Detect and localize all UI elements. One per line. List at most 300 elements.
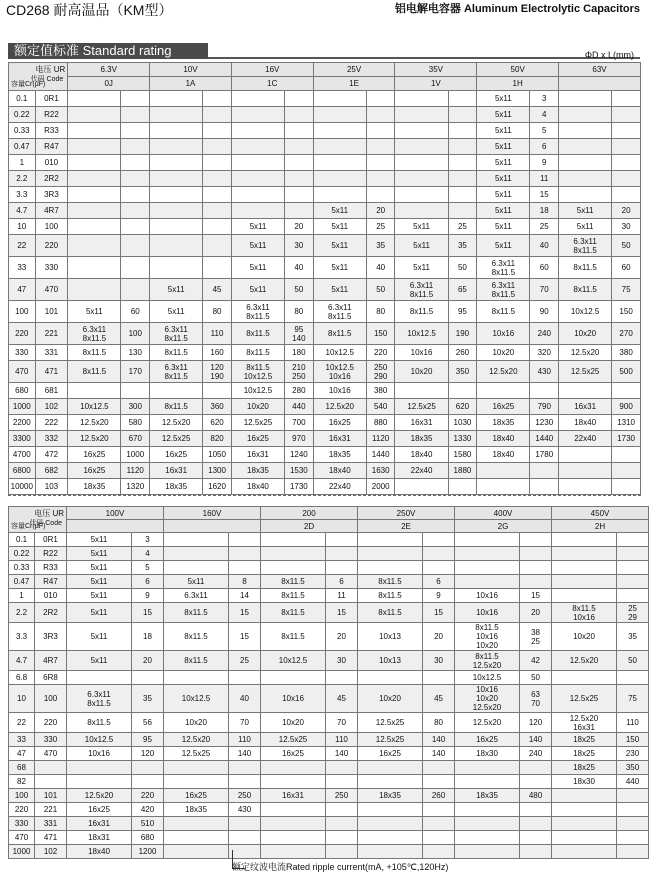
ripple-current-cell: 1030 [448,415,477,431]
ripple-current-cell: 220 [366,345,395,361]
voltage-header: 25V [313,63,395,77]
case-size-cell: 8x11.5 [231,345,284,361]
ripple-current-cell [229,831,261,845]
case-size-cell [68,107,121,123]
table-row [9,123,641,139]
case-size-cell [68,279,121,301]
capacitance-cell: 470 [9,831,35,845]
table-row [9,533,649,547]
ripple-current-cell: 50 [448,257,477,279]
ripple-current-cell: 820 [203,431,232,447]
capacitance-cell: 6800 [9,463,36,479]
ripple-current-cell: 270 [612,323,641,345]
case-size-cell [358,561,423,575]
case-size-cell [67,761,132,775]
case-size-cell: 18x40 [395,447,448,463]
case-size-cell [455,775,520,789]
ripple-current-cell: 40 [285,257,314,279]
capacitance-cell: 1000 [9,399,36,415]
table-row [9,383,641,399]
capacitance-cell: 10 [9,685,35,713]
code-cell: 102 [35,845,67,859]
ripple-current-cell: 240 [520,747,552,761]
table-row [9,733,649,747]
case-size-cell [477,463,530,479]
case-size-cell: 12.5x20 [559,345,612,361]
ripple-current-cell: 130 [121,345,150,361]
voltage-code-header: 2H [552,520,649,533]
dimension-label: ΦD x L(mm) [584,50,634,60]
code-cell: 010 [35,155,68,171]
code-cell: 3R3 [35,623,67,651]
table-row [9,789,649,803]
case-size-cell: 16x25 [150,447,203,463]
corner-capacitance-label: 容量Cr(μF) [11,523,46,530]
case-size-cell: 12.5x25 [559,361,612,383]
case-size-cell [67,671,132,685]
ripple-current-cell: 15 [326,603,358,623]
case-size-cell [261,775,326,789]
case-size-cell: 8x11.5 10x16 10x20 [455,623,520,651]
code-cell: 331 [35,345,68,361]
ripple-current-cell: 700 [285,415,314,431]
ripple-current-cell: 420 [132,803,164,817]
ripple-current-cell: 1120 [366,431,395,447]
ripple-current-cell: 2000 [366,479,395,495]
case-size-cell [150,139,203,155]
case-size-cell [358,533,423,547]
case-size-cell: 5x11 [150,279,203,301]
case-size-cell [231,203,284,219]
ripple-current-cell: 880 [366,415,395,431]
case-size-cell: 5x11 [477,91,530,107]
case-size-cell: 16x31 [313,431,366,447]
capacitance-cell: 33 [9,733,35,747]
ripple-current-cell: 790 [530,399,559,415]
ripple-current-cell [326,561,358,575]
ripple-current-cell: 65 [448,279,477,301]
case-size-cell: 5x11 [67,651,132,671]
ripple-current-cell [229,761,261,775]
case-size-cell [455,761,520,775]
ripple-current-cell: 350 [448,361,477,383]
ripple-current-cell: 1440 [530,431,559,447]
case-size-cell: 10x16 [313,383,366,399]
case-size-cell: 22x40 [559,431,612,447]
case-size-cell: 10x16 [67,747,132,761]
case-size-cell: 18x35 [395,431,448,447]
case-size-cell: 5x11 [313,257,366,279]
case-size-cell [164,533,229,547]
case-size-cell: 10x16 [477,323,530,345]
case-size-cell: 8x11.5 [231,323,284,345]
capacitance-cell: 47 [9,279,36,301]
case-size-cell [395,123,448,139]
ripple-current-cell: 4 [132,547,164,561]
ripple-current-cell [448,91,477,107]
case-size-cell [164,547,229,561]
case-size-cell: 12.5x20 [150,415,203,431]
case-size-cell: 10x12.5 [68,399,121,415]
ripple-current-cell: 110 [229,733,261,747]
case-size-cell [231,91,284,107]
ripple-current-cell: 15 [229,603,261,623]
ripple-current-cell: 230 [617,747,649,761]
ripple-current-cell [326,817,358,831]
ripple-current-cell [448,479,477,495]
ripple-current-cell: 75 [612,279,641,301]
ripple-current-cell [612,463,641,479]
table-row [9,219,641,235]
capacitance-cell: 100 [9,789,35,803]
ripple-current-cell [229,775,261,789]
ripple-current-cell: 15 [423,603,455,623]
case-size-cell [358,845,423,859]
case-size-cell: 8x11.5 12.5x20 [455,651,520,671]
ripple-current-cell: 6 [132,575,164,589]
case-size-cell: 12.5x25 [552,685,617,713]
rating-table-high-voltage [8,506,649,859]
table-row [9,235,641,257]
table-row [9,623,649,651]
case-size-cell [261,817,326,831]
ripple-current-cell: 50 [366,279,395,301]
case-size-cell: 10x12.5 [261,651,326,671]
ripple-current-cell: 5 [132,561,164,575]
ripple-current-cell: 540 [366,399,395,415]
case-size-cell: 8x11.5 [313,323,366,345]
ripple-current-cell [229,817,261,831]
ripple-current-cell: 250 290 [366,361,395,383]
case-size-cell: 5x11 [313,235,366,257]
ripple-current-cell [366,107,395,123]
ripple-current-cell: 100 [121,323,150,345]
voltage-header: 63V [559,63,641,77]
ripple-current-cell: 80 [423,713,455,733]
case-size-cell: 22x40 [313,479,366,495]
ripple-current-cell: 40 [366,257,395,279]
ripple-current-cell: 120 190 [203,361,232,383]
voltage-code-header [164,520,261,533]
ripple-current-cell [448,383,477,399]
case-size-cell: 6.3x11 8x11.5 [313,301,366,323]
case-size-cell: 8x11.5 [261,623,326,651]
ripple-current-cell [423,831,455,845]
case-size-cell: 6.3x11 8x11.5 [477,279,530,301]
ripple-current-cell [617,789,649,803]
table-row [9,203,641,219]
table-row [9,575,649,589]
case-size-cell: 10x13 [358,623,423,651]
capacitance-cell: 4.7 [9,203,36,219]
voltage-code-header: 1H [477,77,559,91]
case-size-cell [261,845,326,859]
code-cell: 470 [35,279,68,301]
code-cell: 220 [35,235,68,257]
table-row [9,187,641,203]
ripple-current-cell: 3 [530,91,559,107]
code-cell: 330 [35,733,67,747]
ripple-current-cell [326,761,358,775]
code-cell: 472 [35,447,68,463]
ripple-current-cell: 45 [326,685,358,713]
case-size-cell [231,155,284,171]
case-size-cell [150,257,203,279]
ripple-current-cell [423,561,455,575]
ripple-current-cell [448,139,477,155]
case-size-cell: 16x25 [313,415,366,431]
ripple-current-cell [121,171,150,187]
ripple-current-cell [530,463,559,479]
capacitance-cell: 330 [9,345,36,361]
ripple-current-cell: 18 [530,203,559,219]
table-row [9,345,641,361]
case-size-cell: 12.5x25 [358,713,423,733]
case-size-cell: 5x11 [67,547,132,561]
case-size-cell: 10x20 [477,345,530,361]
ripple-current-cell: 120 [132,747,164,761]
table-row [9,399,641,415]
ripple-current-cell: 50 [617,651,649,671]
ripple-current-cell: 20 [285,219,314,235]
case-size-cell [455,803,520,817]
ripple-current-cell: 95 [132,733,164,747]
ripple-current-cell: 500 [612,361,641,383]
ripple-current-cell [229,547,261,561]
case-size-cell: 18x40 [231,479,284,495]
ripple-current-cell: 25 [530,219,559,235]
case-size-cell [559,187,612,203]
case-size-cell: 18x40 [313,463,366,479]
ripple-current-cell: 20 [423,623,455,651]
ripple-current-cell: 900 [612,399,641,415]
case-size-cell [559,139,612,155]
ripple-current-cell: 70 [229,713,261,733]
capacitance-cell: 33 [9,257,36,279]
ripple-current-cell: 970 [285,431,314,447]
case-size-cell [68,219,121,235]
ripple-current-cell [530,383,559,399]
table-row [9,561,649,575]
table-row [9,845,649,859]
ripple-current-cell [121,139,150,155]
ripple-current-cell [121,383,150,399]
case-size-cell: 18x40 [477,431,530,447]
case-size-cell: 5x11 [559,219,612,235]
table-row [9,713,649,733]
capacitance-cell: 2200 [9,415,36,431]
case-size-cell [552,561,617,575]
ripple-current-cell [520,575,552,589]
case-size-cell: 8x11.5 [559,257,612,279]
case-size-cell [150,155,203,171]
case-size-cell: 12.5x20 [552,651,617,671]
voltage-header: 35V [395,63,477,77]
case-size-cell: 12.5x25 [164,747,229,761]
code-cell [35,775,67,789]
ripple-current-cell [612,139,641,155]
ripple-current-cell [132,775,164,789]
case-size-cell: 18x40 [559,415,612,431]
voltage-code-header: 1V [395,77,477,91]
code-cell: 103 [35,479,68,495]
ripple-current-cell: 1000 [121,447,150,463]
ripple-current-cell: 260 [448,345,477,361]
case-size-cell [395,479,448,495]
ripple-current-cell: 320 [530,345,559,361]
case-size-cell: 16x25 [358,747,423,761]
ripple-current-cell [229,533,261,547]
case-size-cell: 12.5x20 [68,431,121,447]
case-size-cell: 6.3x11 [164,589,229,603]
ripple-current-cell: 430 [229,803,261,817]
case-size-cell [261,533,326,547]
case-size-cell: 5x11 [313,279,366,301]
ripple-current-cell: 1780 [530,447,559,463]
code-cell: 6R8 [35,671,67,685]
ripple-current-cell [612,383,641,399]
case-size-cell [455,533,520,547]
case-size-cell: 5x11 [67,603,132,623]
ripple-current-cell [612,479,641,495]
case-size-cell: 8x11.5 [68,361,121,383]
case-size-cell: 10x16 [455,589,520,603]
case-size-cell: 16x31 [559,399,612,415]
ripple-current-cell [617,845,649,859]
rating-table-low-voltage [8,62,641,495]
ripple-current-cell: 380 [612,345,641,361]
voltage-header: 400V [455,507,552,520]
case-size-cell: 10x20 [358,685,423,713]
ripple-current-cell: 9 [423,589,455,603]
capacitance-cell: 100 [9,301,36,323]
ripple-current-cell [203,155,232,171]
ripple-current-cell: 50 [612,235,641,257]
case-size-cell [455,831,520,845]
case-size-cell [395,107,448,123]
ripple-current-cell: 280 [285,383,314,399]
case-size-cell [559,447,612,463]
capacitance-cell: 0.1 [9,533,35,547]
case-size-cell: 5x11 [68,301,121,323]
case-size-cell: 16x25 [68,447,121,463]
case-size-cell [552,789,617,803]
footnote: 额定纹波电流Rated ripple current(mA, +105℃,120Hz) [232,862,449,872]
case-size-cell [231,139,284,155]
ripple-current-cell [326,775,358,789]
case-size-cell: 6.3x11 8x11.5 [68,323,121,345]
ripple-current-cell [121,123,150,139]
case-size-cell: 5x11 [477,187,530,203]
case-size-cell: 10x20 [231,399,284,415]
code-cell: 682 [35,463,68,479]
ripple-current-cell [121,187,150,203]
case-size-cell: 8x11.5 [395,301,448,323]
ripple-current-cell: 35 [617,623,649,651]
case-size-cell [67,775,132,789]
ripple-current-cell: 35 [366,235,395,257]
ripple-current-cell: 80 [203,301,232,323]
ripple-current-cell [612,107,641,123]
ripple-current-cell [617,533,649,547]
ripple-current-cell [326,845,358,859]
ripple-current-cell [617,831,649,845]
case-size-cell [455,547,520,561]
case-size-cell: 6.3x11 8x11.5 [150,361,203,383]
case-size-cell: 5x11 [477,235,530,257]
case-size-cell: 18x30 [455,747,520,761]
case-size-cell [552,845,617,859]
case-size-cell [150,107,203,123]
ripple-current-cell: 380 [366,383,395,399]
ripple-current-cell [423,775,455,789]
capacitance-cell: 3.3 [9,623,35,651]
ripple-current-cell: 30 [285,235,314,257]
ripple-current-cell: 50 [285,279,314,301]
case-size-cell: 22x40 [395,463,448,479]
ripple-current-cell: 30 [612,219,641,235]
case-size-cell: 18x40 [67,845,132,859]
ripple-current-cell [121,257,150,279]
case-size-cell [395,171,448,187]
ripple-current-cell: 160 [203,345,232,361]
code-cell: 222 [35,415,68,431]
code-cell: R47 [35,139,68,155]
case-size-cell [455,561,520,575]
case-size-cell: 16x25 [68,463,121,479]
voltage-code-header [559,77,641,91]
case-size-cell [231,171,284,187]
case-size-cell: 12.5x20 [164,733,229,747]
case-size-cell: 18x35 [477,415,530,431]
case-size-cell [552,831,617,845]
ripple-current-cell [520,803,552,817]
case-size-cell [164,845,229,859]
case-size-cell: 6.3x11 8x11.5 [231,301,284,323]
ripple-current-cell: 15 [530,187,559,203]
case-size-cell [68,155,121,171]
ripple-current-cell: 20 [326,623,358,651]
code-cell: 2R2 [35,171,68,187]
case-size-cell: 8x11.5 [164,623,229,651]
ripple-current-cell: 1880 [448,463,477,479]
ripple-current-cell: 63 70 [520,685,552,713]
case-size-cell [477,383,530,399]
ripple-current-cell: 70 [530,279,559,301]
code-cell: 3R3 [35,187,68,203]
ripple-current-cell: 510 [132,817,164,831]
capacitance-cell: 22 [9,235,36,257]
ripple-current-cell: 90 [530,301,559,323]
case-size-cell [559,155,612,171]
case-size-cell: 10x13 [358,651,423,671]
case-size-cell [68,257,121,279]
case-size-cell: 5x11 [150,301,203,323]
ripple-current-cell: 1200 [132,845,164,859]
ripple-current-cell [366,123,395,139]
case-size-cell: 8x11.5 [261,603,326,623]
ripple-current-cell [121,219,150,235]
case-size-cell: 5x11 [395,219,448,235]
code-cell: 330 [35,257,68,279]
ripple-current-cell [121,279,150,301]
case-size-cell: 10x12.5 [231,383,284,399]
capacitance-cell: 10000 [9,479,36,495]
case-size-cell: 18x30 [552,775,617,789]
section-title: 额定值标准 Standard rating [8,43,208,59]
ripple-current-cell: 220 [132,789,164,803]
ripple-current-cell [285,107,314,123]
